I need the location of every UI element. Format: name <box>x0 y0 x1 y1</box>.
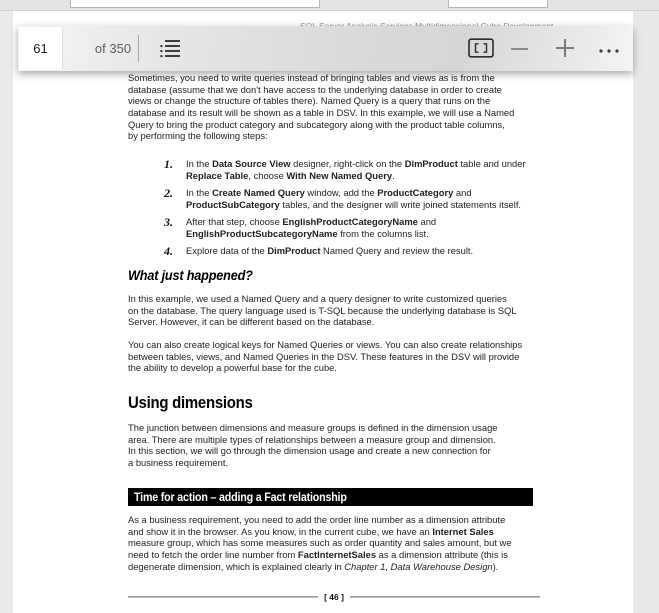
using-dimensions-paragraph: The junction between dimensions and measure groups is defined in the dimension usage area. There are multiple types of relationships between a measure group and dimension. In this section, we will go through the dimension usage and create a new connection for a business requirement. <box>128 422 498 468</box>
page-number-input[interactable] <box>19 27 63 70</box>
toolbar-divider <box>138 35 139 62</box>
viewer-gutter-left <box>0 10 13 613</box>
fit-to-page-icon <box>468 38 494 61</box>
step-text: After that step, choose EnglishProductCategoryName and EnglishProductSubcategoryName from the columns list. <box>186 216 437 239</box>
find-control-partial[interactable] <box>448 0 548 8</box>
step-item-3 <box>128 216 540 239</box>
footer-rule-right <box>350 596 540 598</box>
using-dimensions-heading: Using dimensions <box>128 393 253 412</box>
time-for-action-banner <box>128 488 533 506</box>
what-just-happened-paragraph-1: In this example, we used a Named Query and a query designer to write customized queries on the database. The query language used is T-SQL because the underlying database is SQL Server. However, it can be different based on the database. <box>128 293 517 328</box>
fit-to-page-button[interactable] <box>467 38 495 60</box>
zoom-out-button[interactable] <box>507 37 531 61</box>
ellipsis-icon <box>598 42 620 57</box>
find-input-partial[interactable] <box>70 0 320 8</box>
step-text: In the Data Source View designer, right-click on the DimProduct table and under Replace Table, choose With New Named Query. <box>186 158 526 181</box>
step-item-1 <box>128 158 540 181</box>
step-item-4 <box>128 245 540 257</box>
zoom-in-button[interactable] <box>553 37 577 61</box>
viewer-gutter-right <box>633 10 659 613</box>
time-for-action-paragraph: As a business requirement, you need to add the order line number as a dimension attribute and show it in the browser. As you know, in the current cube, we have an Internet Sales measure group, which has some measures such as order quantity and sales amount, but we need to fetch the order line number from FactInternetSales as a dimension attribute (this is degenerate dimension, which is explained clearly in Chapter 1, Data Warehouse Design). <box>128 514 512 572</box>
browser-chrome-strip <box>0 0 659 11</box>
footer-page-number: [ 46 ] <box>324 592 344 602</box>
page-footer <box>128 592 540 602</box>
step-text: In the Create Named Query window, add the ProductCategory and ProductSubCategory tables, and the designer will write joined statements itself. <box>186 187 522 210</box>
footer-rule-left <box>128 596 318 598</box>
step-number: 1. <box>164 157 173 171</box>
plus-icon <box>555 38 575 61</box>
more-options-button[interactable] <box>596 37 622 61</box>
step-number: 3. <box>164 215 173 229</box>
step-number: 2. <box>164 186 173 200</box>
contents-icon <box>157 35 183 64</box>
contents-button[interactable] <box>156 35 184 63</box>
intro-paragraph: Sometimes, you need to write queries instead of bringing tables and views as is from the database (assume that we don't have access to the underlying database in order to create views or change the structure of tables there). Named Query is a query that runs on the database and its result will be shown as a table in DSV. In this example, we will use a Named Query to bring the product category and subcategory along with the product table columns, by performing the following steps: <box>128 72 515 142</box>
what-just-happened-heading: What just happened? <box>128 268 253 283</box>
what-just-happened-paragraph-2: You can also create logical keys for Named Queries or views. You can also create relationships between tables, views, and Named Queries in the DSV. These features in the DSV will provide the ability to develop a powerful base for the cube. <box>128 339 523 374</box>
pdf-toolbar <box>18 26 633 71</box>
step-item-2 <box>128 187 540 210</box>
step-text: Explore data of the DimProduct Named Query and review the result. <box>186 245 474 256</box>
step-number: 4. <box>164 244 173 258</box>
minus-icon <box>511 48 528 50</box>
page-count-label: of 350 <box>94 41 132 56</box>
time-for-action-title: Time for action – adding a Fact relationship <box>134 492 347 504</box>
